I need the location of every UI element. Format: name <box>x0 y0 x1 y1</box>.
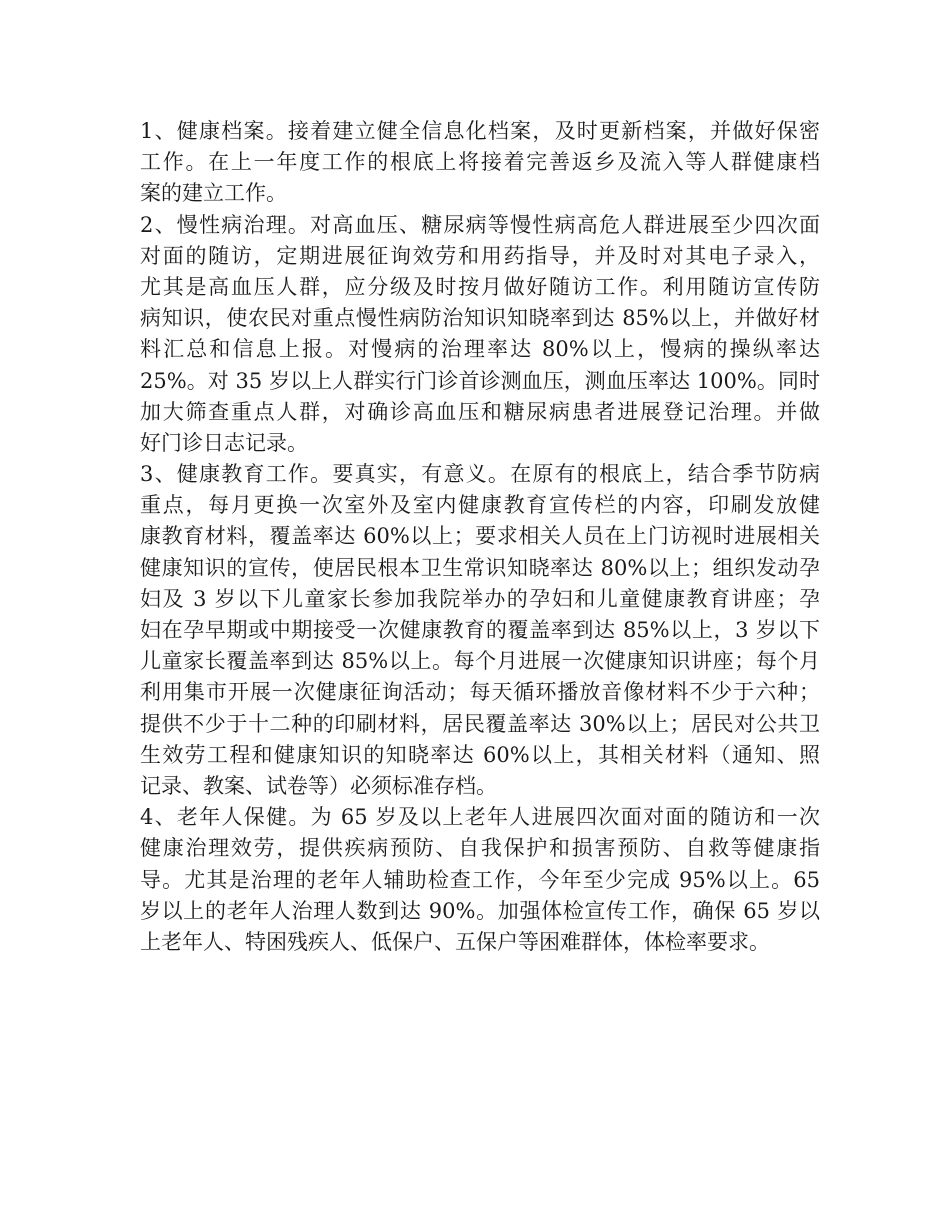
text-line: 上老年人、特困残疾人、低保户、五保户等困难群体，体检率要求。 <box>140 929 770 954</box>
text-line: 3、健康教育工作。要真实，有意义。在原有的根底上，结合季节防病 <box>140 462 820 487</box>
text-line: 对面的随访，定期进展征询效劳和用药指导，并及时对其电子录入， <box>140 243 820 268</box>
text-line: 妇及 3 岁以下儿童家长参加我院举办的孕妇和儿童健康教育讲座；孕 <box>140 586 820 611</box>
text-line: 健康治理效劳，提供疾病预防、自我保护和损害预防、自救等健康指 <box>140 836 820 861</box>
text-line: 工作。在上一年度工作的根底上将接着完善返乡及流入等人群健康档 <box>140 150 820 175</box>
text-line: 25%。对 35 岁以上人群实行门诊首诊测血压，测血压率达 100%。同时 <box>140 368 820 393</box>
text-line: 尤其是高血压人群，应分级及时按月做好随访工作。利用随访宣传防 <box>140 274 820 299</box>
text-line: 生效劳工程和健康知识的知晓率达 60%以上，其相关材料（通知、照 <box>140 742 820 767</box>
paragraph-3 <box>140 459 820 802</box>
text-line: 料汇总和信息上报。对慢病的治理率达 80%以上，慢病的操纵率达 <box>140 337 820 362</box>
text-line: 好门诊日志记录。 <box>140 430 308 455</box>
paragraph-2 <box>140 210 820 460</box>
paragraph-1 <box>140 116 820 210</box>
text-line: 加大筛查重点人群，对确诊高血压和糖尿病患者进展登记治理。并做 <box>140 399 820 424</box>
text-line: 案的建立工作。 <box>140 181 287 206</box>
text-line: 2、慢性病治理。对高血压、糖尿病等慢性病高危人群进展至少四次面 <box>140 212 820 237</box>
paragraph-4 <box>140 802 820 958</box>
text-line: 健康知识的宣传，使居民根本卫生常识知晓率达 80%以上；组织发动孕 <box>140 555 820 580</box>
text-line: 重点，每月更换一次室外及室内健康教育宣传栏的内容，印刷发放健 <box>140 493 820 518</box>
text-line: 提供不少于十二种的印刷材料，居民覆盖率达 30%以上；居民对公共卫 <box>140 711 820 736</box>
text-line: 1、健康档案。接着建立健全信息化档案，及时更新档案，并做好保密 <box>140 119 820 143</box>
document-body <box>140 116 820 958</box>
text-line: 4、老年人保健。为 65 岁及以上老年人进展四次面对面的随访和一次 <box>140 805 820 830</box>
text-line: 妇在孕早期或中期接受一次健康教育的覆盖率到达 85%以上，3 岁以下 <box>140 618 820 642</box>
text-line: 儿童家长覆盖率到达 85%以上。每个月进展一次健康知识讲座；每个月 <box>140 649 820 674</box>
text-line: 记录、教案、试卷等）必须标准存档。 <box>140 773 497 798</box>
text-line: 导。尤其是治理的老年人辅助检查工作，今年至少完成 95%以上。65 <box>140 867 820 892</box>
text-line: 康教育材料，覆盖率达 60%以上；要求相关人员在上门访视时进展相关 <box>140 524 820 549</box>
text-line: 利用集市开展一次健康征询活动；每天循环播放音像材料不少于六种； <box>140 680 820 705</box>
text-line: 病知识，使农民对重点慢性病防治知识知晓率到达 85%以上，并做好材 <box>140 306 820 331</box>
text-line: 岁以上的老年人治理人数到达 90%。加强体检宣传工作，确保 65 岁以 <box>140 898 820 923</box>
